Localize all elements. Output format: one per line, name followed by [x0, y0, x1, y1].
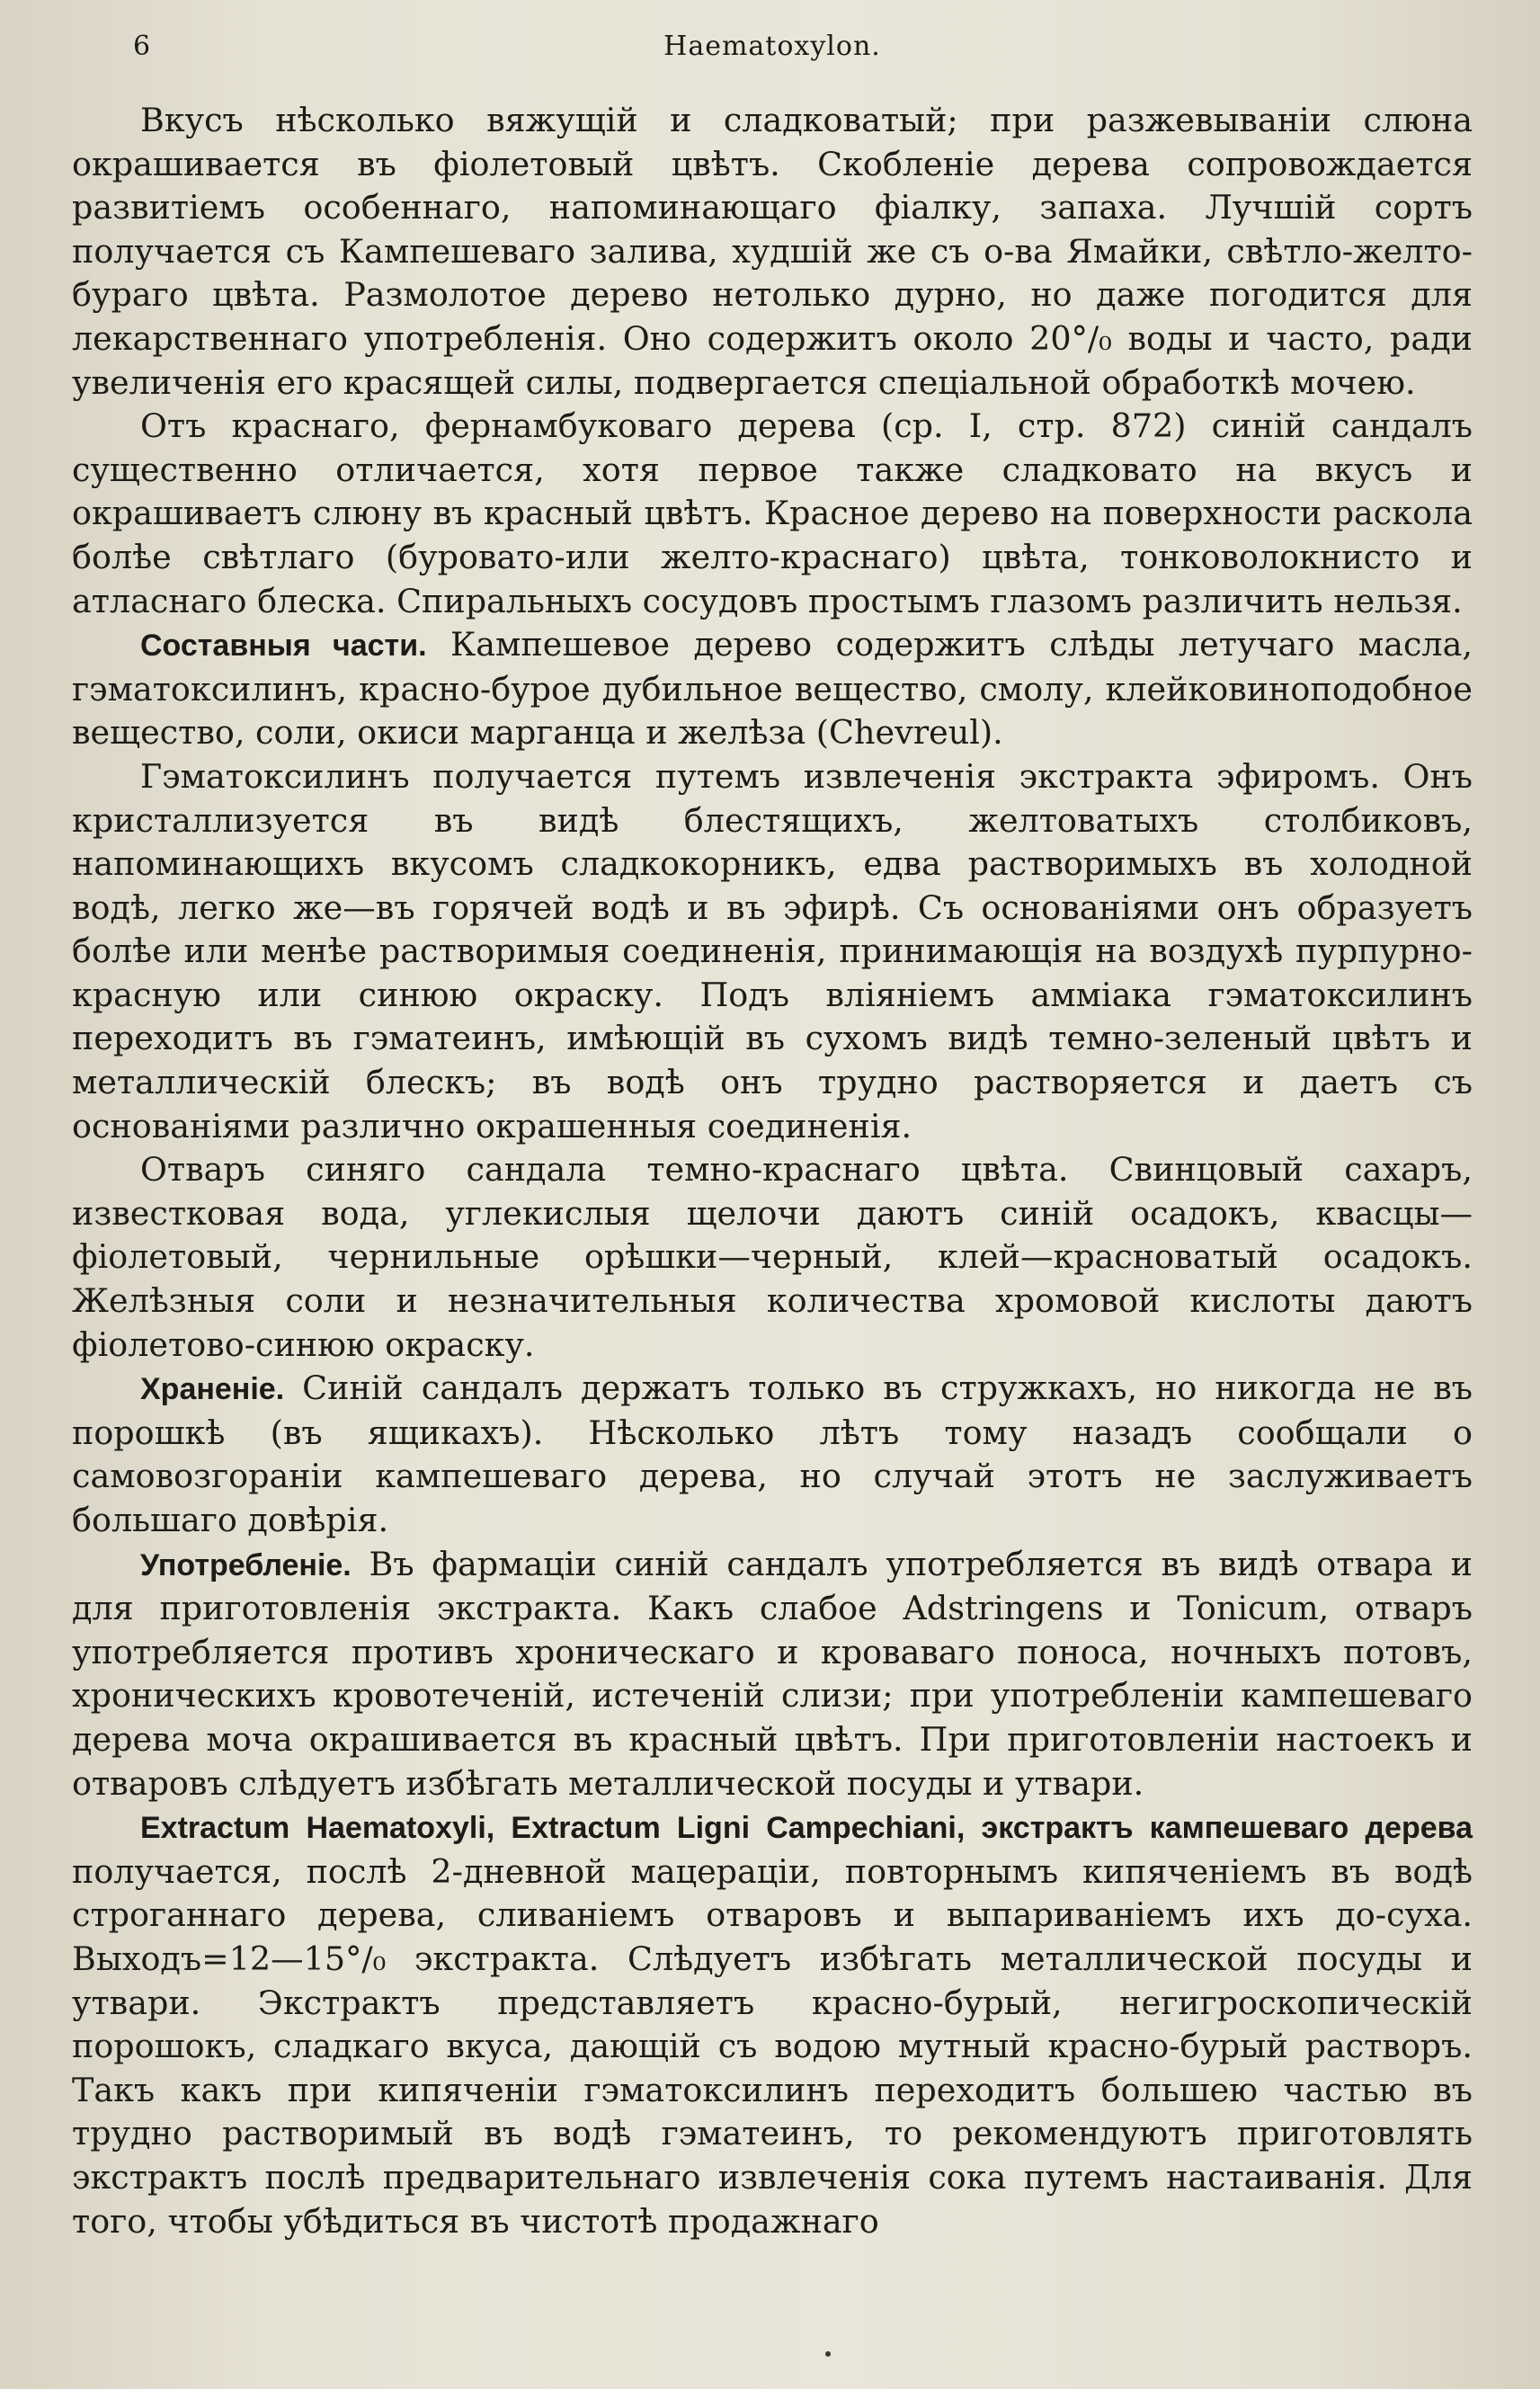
page-number: 6: [133, 31, 151, 62]
paragraph-text: Вкусъ нѣсколько вяжущій и сладковатый; при разжевываніи слюна окрашивается въ фіолетовый цвѣтъ. Скобленіе дерева сопровождается развитіемъ особеннаго, напоминающаго фіалку, запаха. Лучшій сортъ получается съ Кампешеваго залива, худшій же съ о-ва Ямайки, свѣтло-желто-бураго цвѣта. Размолотое дерево нетолько дурно, но даже погодится для лекарственнаго употребленія. Оно содержитъ около 20°/₀ воды и часто, ради увеличенія его красящей силы, подвергается спеціальной обработкѣ мочею.: [72, 101, 1473, 402]
ink-dot: [825, 2351, 831, 2357]
section-heading-storage: Храненіе.: [140, 1372, 285, 1407]
paragraph-comparison: [72, 405, 1473, 623]
body-text: [72, 99, 1473, 2243]
paragraph-taste: [72, 99, 1473, 405]
paragraph-usage: [72, 1543, 1473, 1806]
page-header: [72, 0, 1473, 99]
running-title: Haematoxylon.: [663, 31, 881, 62]
paragraph-text: Кампешевое дерево содержитъ слѣды летучаго масла, гэматоксилинъ, красно-бурое дубильное вещество, смолу, клейковиноподобное вещество, соли, окиси марганца и желѣза (Chevreul).: [72, 625, 1473, 753]
section-heading-usage: Употребленіе.: [140, 1547, 352, 1582]
paragraph-constituents: [72, 623, 1473, 755]
paragraph-storage: [72, 1367, 1473, 1542]
paragraph-decoction: [72, 1148, 1473, 1367]
paragraph-text: Гэматоксилинъ получается путемъ извлеченія экстракта эфиромъ. Онъ кристаллизуется въ видѣ блестящихъ, желтоватыхъ столбиковъ, напоминающихъ вкусомъ сладкокорникъ, едва растворимыхъ въ холодной водѣ, легко же—въ горячей водѣ и въ эфирѣ. Съ основаніями онъ образуетъ болѣе или менѣе растворимыя соединенія, принимающія на воздухѣ пурпурно-красную или синюю окраску. Подъ вліяніемъ амміака гэматоксилинъ переходитъ въ гэматеинъ, имѣющій въ сухомъ видѣ темно-зеленый цвѣтъ и металлическій блескъ; въ водѣ онъ трудно растворяется и даетъ съ основаніями различно окрашенныя соединенія.: [72, 756, 1473, 1145]
paragraph-text: Синій сандалъ держатъ только въ стружкахъ, но никогда не въ порошкѣ (въ ящикахъ). Нѣсколько лѣтъ тому назадъ сообщали о самовозгораніи кампешеваго дерева, но случай этотъ не заслуживаетъ большаго довѣрія.: [72, 1368, 1473, 1539]
paragraph-haematoxylin: [72, 755, 1473, 1148]
section-heading-constituents: Составныя части.: [140, 628, 427, 664]
paragraph-text: Отъ краснаго, фернамбуковаго дерева (ср. I, стр. 872) синій сандалъ существенно отличается, хотя первое также сладковато на вкусъ и окрашиваетъ слюну въ красный цвѣтъ. Красное дерево на поверхности раскола болѣе свѣтлаго (буровато-или желто-краснаго) цвѣта, тонковолокнисто и атласнаго блеска. Спиральныхъ сосудовъ простымъ глазомъ различить нельзя.: [72, 406, 1473, 620]
paragraph-extract: [72, 1805, 1473, 2243]
paragraph-text: Въ фармаціи синій сандалъ употребляется въ видѣ отвара и для приготовленія экстракта. Какъ слабое Adstringens и Tonicum, отваръ употребляется противъ хроническаго и кроваваго поноса, ночныхъ потовъ, хроническихъ кровотеченій, истеченій слизи; при употребленіи кампешеваго дерева моча окрашивается въ красный цвѣтъ. При приготовленіи настоекъ и отваровъ слѣдуетъ избѣгать металлической посуды и утвари.: [72, 1544, 1473, 1803]
section-heading-extract: Extractum Haematoxyli, Extractum Ligni Campechiani, экстрактъ кампешеваго дерева: [140, 1811, 1473, 1846]
paragraph-text: Отваръ синяго сандала темно-краснаго цвѣта. Свинцовый сахаръ, известковая вода, углекислыя щелочи даютъ синій осадокъ, квасцы—фіолетовый, чернильные орѣшки—черный, клей—красноватый осадокъ. Желѣзныя соли и незначительныя количества хромовой кислоты даютъ фіолетово-синюю окраску.: [72, 1150, 1473, 1364]
paragraph-text: получается, послѣ 2-дневной мацераціи, повторнымъ кипяченіемъ въ водѣ строганнаго дерева, сливаніемъ отваровъ и выпариваніемъ ихъ до-суха. Выходъ=12—15°/₀ экстракта. Слѣдуетъ избѣгать металлической посуды и утвари. Экстрактъ представляетъ красно-бурый, негигроскопическій порошокъ, сладкаго вкуса, дающій съ водою мутный красно-бурый растворъ. Такъ какъ при кипяченіи гэматоксилинъ переходитъ большею частью въ трудно растворимый въ водѣ гэматеинъ, то рекомендуютъ приготовлять экстрактъ послѣ предварительнаго извлеченія сока путемъ настаиванія. Для того, чтобы убѣдиться въ чистотѣ продажнаго: [72, 1851, 1473, 2241]
